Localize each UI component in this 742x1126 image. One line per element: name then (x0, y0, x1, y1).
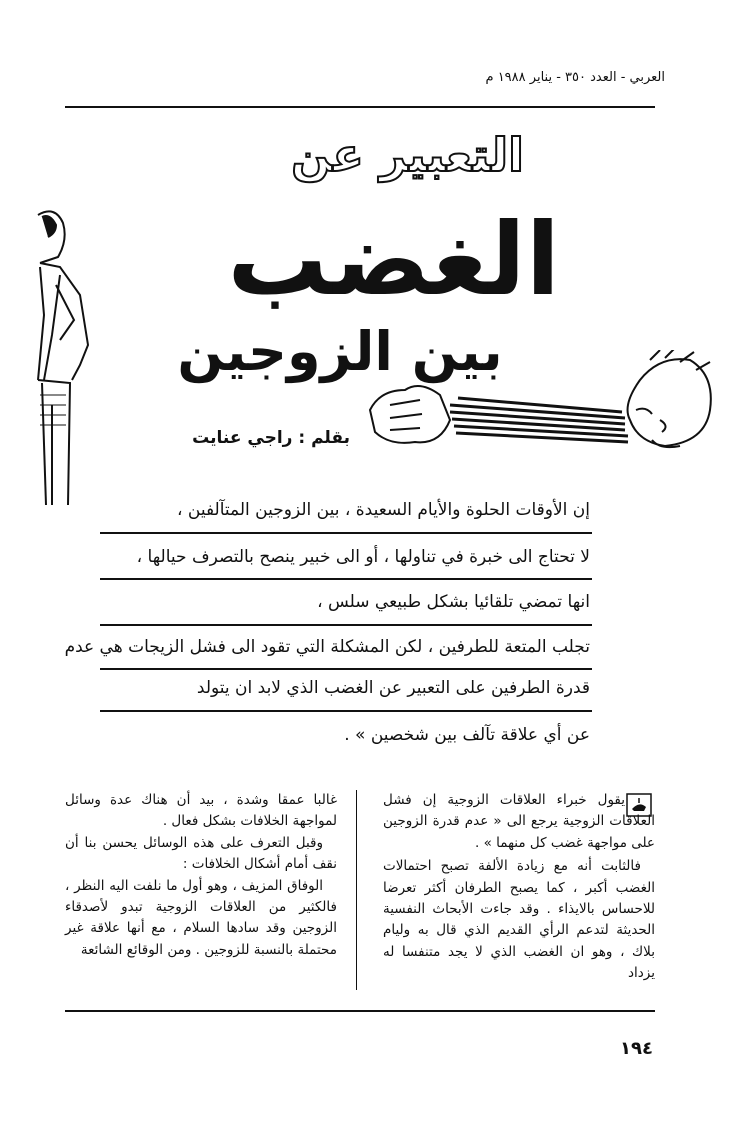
intro-line: انها تمضي تلقائيا بشكل طبيعي سلس ، (317, 592, 590, 612)
body-paragraph: فالثابت أنه مع زيادة الألفة تصبح احتمالات الغضب أكبر ، كما يصبح الطرفان أكثر تعرضا للاحساس بالايذاء . وقد جاءت الأبحاث النفسية الحديثة لتدعم الرأي القديم الذي قال به وليام بلاك ، وهو ان الغضب الذي لا يجد متنفسا له يزداد (383, 858, 655, 982)
running-header: العربي - العدد ٣٥٠ - يناير ١٩٨٨ م (485, 70, 665, 85)
intro-rule (100, 624, 592, 626)
body-column-left (65, 790, 337, 961)
intro-rule (100, 668, 592, 670)
page-number: ١٩٤ (620, 1038, 653, 1059)
header-rule (65, 106, 655, 108)
intro-line: عن أي علاقة تآلف بين شخصين » . (344, 725, 590, 745)
body-column-right (383, 790, 655, 985)
title-line-1: التعبير عن (291, 128, 524, 182)
cartoon-man-illustration (30, 205, 100, 510)
intro-rule (100, 710, 592, 712)
body-paragraph: غالبا عمقا وشدة ، بيد أن هناك عدة وسائل لمواجهة الخلافات بشكل فعال . (65, 792, 337, 830)
intro-line: قدرة الطرفين على التعبير عن الغضب الذي لابد ان يتولد (196, 678, 590, 698)
cartoon-fist-and-head-illustration (360, 350, 720, 460)
title-line-3: بين الزوجين (177, 320, 503, 383)
intro-line: إن الأوقات الحلوة والأيام السعيدة ، بين الزوجين المتآلفين ، (176, 500, 590, 520)
intro-line: لا تحتاج الى خبرة في تناولها ، أو الى خبير ينصح بالتصرف حيالها ، (136, 547, 590, 567)
intro-rule (100, 578, 592, 580)
intro-rule (100, 532, 592, 534)
title-line-2: الغضب (227, 201, 560, 318)
author-byline: بقلم : راجي عنايت (192, 428, 350, 448)
body-paragraph: وقبل التعرف على هذه الوسائل يحسن بنا أن نقف أمام أشكال الخلافات : (65, 834, 337, 873)
body-paragraph: يقول خبراء العلاقات الزوجية إن فشل العلاقات الزوجية يرجع الى « عدم قدرة الزوجين على مواجهة غضب كل منهما » . (383, 792, 655, 851)
body-paragraph: الوفاق المزيف ، وهو أول ما نلفت اليه النظر ، فالكثير من العلاقات الزوجية تبدو لأصدقاء الزوجين وقد سادها السلام ، مع أنها علاقة غير محتملة بالنسبة للزوجين . ومن الوقائع الشائعة (65, 877, 337, 958)
footer-rule (65, 1010, 655, 1012)
intro-line: تجلب المتعة للطرفين ، لكن المشكلة التي تقود الى فشل الزيجات هي عدم (64, 637, 590, 657)
column-divider (356, 790, 357, 990)
